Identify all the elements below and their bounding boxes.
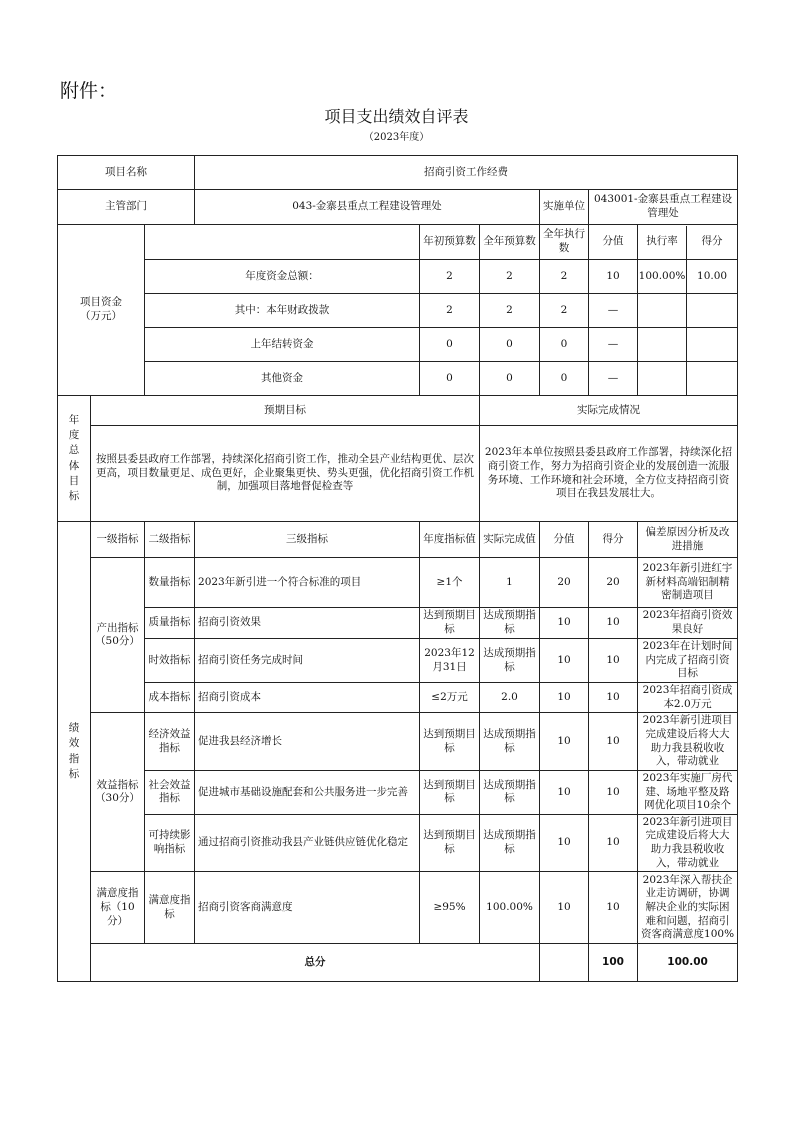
funds-cell: 0 xyxy=(480,328,540,362)
perf-note: 2023年实施厂房代建、场地平整及路网优化项目10余个 xyxy=(638,770,738,814)
perf-l2: 经济效益指标 xyxy=(145,713,195,771)
goals-actual-label: 实际完成情况 xyxy=(480,396,738,426)
perf-l3: 促进我县经济增长 xyxy=(195,713,420,771)
perf-target: 2023年12月31日 xyxy=(420,639,480,683)
perf-actual: 达成预期指标 xyxy=(480,770,540,814)
output-label-text: 产出指标 （50分） xyxy=(95,621,140,648)
perf-target: 达到预期目标 xyxy=(420,713,480,771)
goals-label xyxy=(58,396,91,522)
perf-header-row xyxy=(58,522,738,558)
funds-cell-pair xyxy=(638,294,738,328)
funds-label-text: 项目资金 （万元） xyxy=(80,296,122,322)
perf-label-text: 绩效指标 xyxy=(68,722,80,780)
funds-header-row xyxy=(58,225,738,260)
perf-row xyxy=(58,639,738,683)
funds-row xyxy=(58,260,738,294)
impl-label: 实施单位 xyxy=(540,190,589,225)
total-label: 总分 xyxy=(91,944,540,982)
funds-cell: 0 xyxy=(540,362,589,396)
perf-header: 一级指标 xyxy=(91,522,145,558)
perf-l2: 社会效益指标 xyxy=(145,770,195,814)
funds-cell: 0 xyxy=(420,362,480,396)
funds-cell xyxy=(638,328,687,361)
perf-got: 10 xyxy=(589,713,638,771)
funds-cell: 10.00 xyxy=(697,269,728,282)
goals-actual-text: 2023年本单位按照县委县政府工作部署，持续深化招商引资工作，努力为招商引资企业的发展创造一流服务环境、工作环境和社会环境，全方位支持招商引资项目在我县发展壮大。 xyxy=(480,426,738,522)
perf-l3: 招商引资效果 xyxy=(195,608,420,639)
perf-got: 10 xyxy=(589,770,638,814)
perf-score: 10 xyxy=(540,639,589,683)
goals-content-row xyxy=(58,426,738,522)
perf-got: 10 xyxy=(589,639,638,683)
perf-l2: 可持续影响指标 xyxy=(145,814,195,872)
perf-row xyxy=(58,770,738,814)
perf-header: 二级指标 xyxy=(145,522,195,558)
funds-row-label: 其他资金 xyxy=(145,362,420,396)
evaluation-table xyxy=(57,155,738,982)
satisfaction-label: 满意度指标（10分） xyxy=(91,872,145,944)
total-got: 100.00 xyxy=(638,944,738,982)
funds-cell: 2 xyxy=(480,260,540,294)
perf-got: 20 xyxy=(589,558,638,608)
perf-got: 10 xyxy=(589,683,638,713)
funds-row xyxy=(58,328,738,362)
funds-cell: 0 xyxy=(420,328,480,362)
perf-score: 10 xyxy=(540,608,589,639)
perf-l2: 质量指标 xyxy=(145,608,195,639)
funds-cell xyxy=(638,362,687,395)
perf-note: 2023年在计划时间内完成了招商引资目标 xyxy=(638,639,738,683)
goals-expected-label: 预期目标 xyxy=(91,396,480,426)
perf-actual: 2.0 xyxy=(480,683,540,713)
benefit-label-text: 效益指标 （30分） xyxy=(95,778,140,805)
funds-cell-pair xyxy=(638,362,738,396)
benefit-label xyxy=(91,713,145,872)
perf-target: 达到预期目标 xyxy=(420,814,480,872)
funds-label xyxy=(58,225,145,396)
perf-score: 10 xyxy=(540,814,589,872)
funds-header-0: 年初预算数 xyxy=(420,225,480,260)
funds-row-label: 上年结转资金 xyxy=(145,328,420,362)
goals-header-row xyxy=(58,396,738,426)
perf-l2: 数量指标 xyxy=(145,558,195,608)
funds-cell: — xyxy=(589,294,638,328)
funds-header-3: 分值 xyxy=(589,225,638,260)
perf-row xyxy=(58,683,738,713)
perf-l2: 成本指标 xyxy=(145,683,195,713)
perf-l3: 招商引资成本 xyxy=(195,683,420,713)
funds-cell: 0 xyxy=(540,328,589,362)
perf-target: 达到预期目标 xyxy=(420,608,480,639)
perf-actual: 100.00% xyxy=(480,872,540,944)
funds-header-blank xyxy=(145,225,420,260)
perf-score: 10 xyxy=(540,683,589,713)
funds-header-2: 全年执行数 xyxy=(540,225,589,260)
perf-l3: 通过招商引资推动我县产业链供应链优化稳定 xyxy=(195,814,420,872)
funds-header-4-5 xyxy=(638,225,738,260)
funds-header-4: 执行率 xyxy=(638,226,687,259)
perf-score: 10 xyxy=(540,872,589,944)
perf-actual: 达成预期指标 xyxy=(480,639,540,683)
perf-l3: 招商引资客商满意度 xyxy=(195,872,420,944)
total-blank xyxy=(540,944,589,982)
perf-score: 10 xyxy=(540,713,589,771)
funds-cell-pair xyxy=(638,328,738,362)
funds-cell: 10 xyxy=(589,260,638,294)
dept-row xyxy=(58,190,738,225)
project-name-value: 招商引资工作经费 xyxy=(195,156,738,190)
perf-row xyxy=(58,872,738,944)
perf-l2: 时效指标 xyxy=(145,639,195,683)
perf-label xyxy=(58,522,91,982)
perf-l3: 2023年新引进一个符合标准的项目 xyxy=(195,558,420,608)
funds-row xyxy=(58,362,738,396)
perf-note: 2023年新引进红宇新材料高端铝制精密制造项目 xyxy=(638,558,738,608)
project-name-row xyxy=(58,156,738,190)
perf-header: 分值 xyxy=(540,522,589,558)
funds-cell: 2 xyxy=(420,260,480,294)
perf-got: 10 xyxy=(589,872,638,944)
perf-l3: 招商引资任务完成时间 xyxy=(195,639,420,683)
page-title: 项目支出绩效自评表 xyxy=(324,107,469,126)
impl-value: 043001-金寨县重点工程建设管理处 xyxy=(589,190,738,225)
funds-cell: 2 xyxy=(480,294,540,328)
perf-row xyxy=(58,814,738,872)
perf-header: 得分 xyxy=(589,522,638,558)
perf-l3: 促进城市基础设施配套和公共服务进一步完善 xyxy=(195,770,420,814)
perf-note: 2023年深入帮扶企业走访调研，协调解决企业的实际困难和问题，招商引资客商满意度100% xyxy=(638,872,738,944)
perf-actual: 达成预期指标 xyxy=(480,814,540,872)
funds-cell: 2 xyxy=(540,294,589,328)
perf-got: 10 xyxy=(589,608,638,639)
perf-header: 实际完成值 xyxy=(480,522,540,558)
perf-header: 年度指标值 xyxy=(420,522,480,558)
funds-cell xyxy=(638,294,687,327)
attachment-label: 附件： xyxy=(60,80,118,102)
perf-note: 2023年招商引资成本2.0万元 xyxy=(638,683,738,713)
goals-label-text: 年度总体目标 xyxy=(68,413,80,502)
goals-expected-text: 按照县委县政府工作部署，持续深化招商引资工作，推动全县产业结构更优、层次更高，项目数量更足、成色更好，企业聚集更快、势头更强，优化招商引资工作机制，加强项目落地督促检查等 xyxy=(91,426,480,522)
funds-cell: 2 xyxy=(540,260,589,294)
total-row xyxy=(58,944,738,982)
perf-l2: 满意度指标 xyxy=(145,872,195,944)
perf-header: 三级指标 xyxy=(195,522,420,558)
perf-target: ≤2万元 xyxy=(420,683,480,713)
dept-value: 043-金寨县重点工程建设管理处 xyxy=(195,190,540,225)
perf-target: ≥95% xyxy=(420,872,480,944)
perf-note: 2023年新引进项目完成建设后将大大助力我县税收收入，带动就业 xyxy=(638,814,738,872)
perf-row xyxy=(58,558,738,608)
perf-note: 2023年新引进项目完成建设后将大大助力我县税收收入，带动就业 xyxy=(638,713,738,771)
perf-got: 10 xyxy=(589,814,638,872)
page-subtitle: （2023年度） xyxy=(363,132,430,143)
perf-actual: 1 xyxy=(480,558,540,608)
total-score: 100 xyxy=(589,944,638,982)
funds-row-label: 年度资金总额： xyxy=(145,260,420,294)
dept-label: 主管部门 xyxy=(58,190,195,225)
funds-cell: — xyxy=(589,328,638,362)
perf-actual: 达成预期指标 xyxy=(480,608,540,639)
perf-note: 2023年招商引资效果良好 xyxy=(638,608,738,639)
perf-row xyxy=(58,608,738,639)
funds-cell: — xyxy=(589,362,638,396)
project-name-label: 项目名称 xyxy=(58,156,195,190)
funds-row-label: 其中：本年财政拨款 xyxy=(145,294,420,328)
perf-header: 偏差原因分析及改进措施 xyxy=(638,522,738,558)
perf-target: ≥1个 xyxy=(420,558,480,608)
funds-cell-pair xyxy=(638,260,738,294)
funds-cell: 0 xyxy=(480,362,540,396)
perf-actual: 达成预期指标 xyxy=(480,713,540,771)
funds-cell: 100.00% xyxy=(638,260,687,293)
funds-header-1: 全年预算数 xyxy=(480,225,540,260)
perf-score: 20 xyxy=(540,558,589,608)
funds-row xyxy=(58,294,738,328)
funds-cell: 2 xyxy=(420,294,480,328)
output-label xyxy=(91,558,145,713)
funds-header-5: 得分 xyxy=(701,235,723,248)
perf-row xyxy=(58,713,738,771)
perf-target: 达到预期目标 xyxy=(420,770,480,814)
perf-score: 10 xyxy=(540,770,589,814)
